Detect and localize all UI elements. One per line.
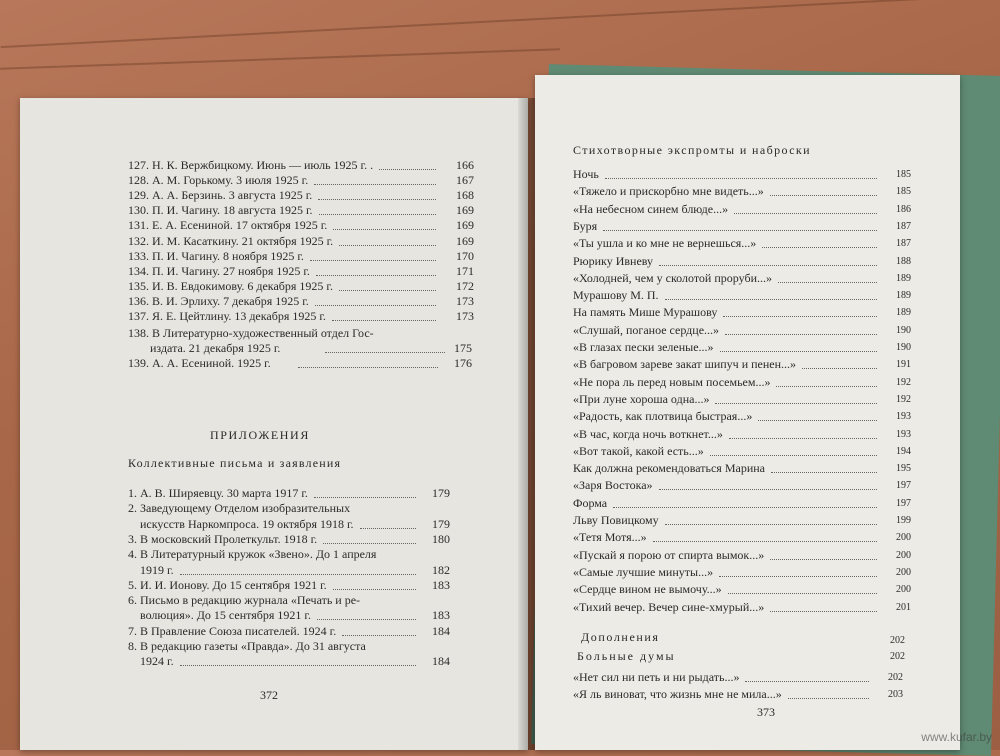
page-number: 173 <box>456 293 474 308</box>
entry-text: 130. П. И. Чагину. 18 августа 1925 г. <box>128 203 313 218</box>
dot-leader <box>728 593 877 594</box>
dot-leader <box>734 213 877 214</box>
dot-leader <box>719 576 877 577</box>
entry-text: «Сердце вином не вымочу...» <box>573 582 722 597</box>
page-number: 199 <box>896 515 911 526</box>
page-number: 169 <box>456 218 474 233</box>
page-number: 201 <box>896 601 911 613</box>
page-number: 179 <box>432 486 450 500</box>
entry-text: Ночь <box>573 167 599 181</box>
entry-text: 7. В Правление Союза писателей. 1924 г. <box>128 623 337 638</box>
dot-leader <box>319 214 436 215</box>
entry-text: 129. А. А. Берзинь. 3 августа 1925 г. <box>128 188 313 203</box>
page-number: 200 <box>896 566 911 578</box>
dot-leader <box>770 611 877 612</box>
entry-text: «В час, когда ночь воткнет...» <box>573 426 723 441</box>
entry-text: Льву Повицкому <box>573 513 659 527</box>
entry-text: «Слушай, поганое сердце...» <box>573 322 720 337</box>
entry-text: 137. Я. Е. Цейтлину. 13 декабря 1925 г. <box>128 309 326 323</box>
page-number: 202 <box>890 651 905 662</box>
page-number: 200 <box>896 532 911 544</box>
page-number: 175 <box>454 341 472 355</box>
dot-leader <box>770 195 877 196</box>
dot-leader <box>339 245 436 246</box>
entry-text: «Вот такой, какой есть...» <box>573 443 704 458</box>
page-number: 184 <box>432 623 450 638</box>
page-number: 193 <box>896 428 911 440</box>
page-number: 168 <box>456 188 474 203</box>
page-number: 169 <box>456 233 474 248</box>
dot-leader <box>339 290 436 291</box>
entry-text: «Нет сил ни петь и ни рыдать...» <box>573 670 740 684</box>
page-folio: 372 <box>260 688 278 702</box>
entry-text: 5. И. И. Ионову. До 15 сентября 1921 г. <box>128 577 327 592</box>
page-number: 193 <box>896 411 911 423</box>
dot-leader <box>323 543 416 544</box>
dot-leader <box>314 497 416 498</box>
entry-text: Буря <box>573 218 598 233</box>
page-number: 172 <box>456 278 474 293</box>
page-number: 183 <box>432 577 450 592</box>
dot-leader <box>333 229 436 230</box>
page-number: 182 <box>432 562 450 577</box>
page-number: 197 <box>896 497 911 509</box>
page-number: 169 <box>456 203 474 218</box>
entry-text: 6. Письмо в редакцию журнала «Печать и ре- <box>128 593 361 608</box>
entry-text: 3. В московский Пролеткульт. 1918 г. <box>128 531 318 546</box>
page-number: 179 <box>432 516 450 531</box>
dot-leader <box>603 230 877 231</box>
page-folio: 373 <box>757 705 775 719</box>
entry-text: «Ты ушла и ко мне не вернешься...» <box>573 236 757 251</box>
page-number: 166 <box>456 158 474 172</box>
entry-text: 132. И. М. Касаткину. 21 октября 1925 г. <box>128 233 334 248</box>
entry-text: «Самые лучшие минуты...» <box>573 564 714 579</box>
table-wood-grain <box>1 0 1000 48</box>
entry-text: искусств Наркомпроса. 19 октября 1918 г. <box>140 516 354 531</box>
entry-text: 127. Н. К. Вержбицкому. Июнь — июль 1925 г. . <box>128 158 374 172</box>
dot-leader <box>720 351 877 352</box>
page-number: 185 <box>896 186 911 198</box>
dot-leader <box>653 541 877 542</box>
sick-thoughts-heading: Больные думы <box>577 649 676 663</box>
dot-leader <box>318 199 436 200</box>
entry-text: 139. А. А. Есениной. 1925 г. <box>128 356 271 370</box>
dot-leader <box>314 184 436 185</box>
dot-leader <box>745 681 869 682</box>
page-number: 167 <box>456 173 474 188</box>
page-number: 170 <box>456 248 474 263</box>
dot-leader <box>333 589 416 590</box>
page-number: 176 <box>454 356 472 370</box>
entry-text: «Тетя Мотя...» <box>573 530 647 545</box>
entry-text: 135. И. В. Евдокимову. 6 декабря 1925 г. <box>128 278 333 293</box>
dot-leader <box>360 528 416 529</box>
dot-leader <box>298 367 438 368</box>
entry-text: 131. Е. А. Есениной. 17 октября 1925 г. <box>128 218 328 233</box>
entry-text: 1919 г. <box>140 562 174 577</box>
entry-text: Как должна рекомендоваться Марина <box>573 461 765 476</box>
section-heading: Стихотворные экспромты и наброски <box>573 143 811 157</box>
dot-leader <box>317 619 416 620</box>
page-number: 200 <box>896 549 911 561</box>
page-number: 173 <box>456 309 474 323</box>
dot-leader <box>788 698 869 699</box>
dot-leader <box>778 282 877 283</box>
page-number: 202 <box>890 635 905 646</box>
page-number: 189 <box>896 272 911 284</box>
dot-leader <box>613 507 877 508</box>
entry-text: «В багровом зареве закат шипуч и пенен...» <box>573 357 797 372</box>
page-number: 195 <box>896 463 911 475</box>
page-number: 184 <box>432 654 450 669</box>
entry-text: Мурашову М. П. <box>573 288 659 303</box>
page-number: 202 <box>888 672 903 683</box>
dot-leader <box>665 299 877 300</box>
entry-text: На память Мише Мурашову <box>573 305 718 320</box>
watermark: www.kufar.by <box>921 730 992 744</box>
entry-text: издата. 21 декабря 1925 г. <box>150 341 281 355</box>
table-wood-grain <box>0 48 560 70</box>
page-number: 190 <box>896 324 911 336</box>
entry-text: «Холодней, чем у сколотой проруби...» <box>573 270 772 285</box>
page-number: 188 <box>896 255 911 267</box>
dot-leader <box>665 524 877 525</box>
dot-leader <box>729 438 877 439</box>
page-number: 186 <box>896 203 911 215</box>
entry-text: «В глазах пески зеленые...» <box>573 340 714 354</box>
dot-leader <box>776 386 877 387</box>
entry-text: 138. В Литературно-художественный отдел Гос- <box>128 326 374 340</box>
dot-leader <box>605 178 877 179</box>
entry-text: «Заря Востока» <box>573 478 653 493</box>
entry-text: 8. В редакцию газеты «Правда». До 31 августа <box>128 639 366 653</box>
left-page <box>20 98 528 750</box>
dot-leader <box>180 665 416 666</box>
dot-leader <box>659 489 877 490</box>
dot-leader <box>310 260 436 261</box>
dot-leader <box>659 265 877 266</box>
entry-text: 134. П. И. Чагину. 27 ноября 1925 г. <box>128 263 310 278</box>
entry-text: 1. А. В. Ширяевцу. 30 марта 1917 г. <box>128 486 308 500</box>
page-number: 190 <box>896 342 911 353</box>
right-page <box>535 75 960 750</box>
page-number: 187 <box>896 220 911 232</box>
entry-text: «На небесном синем блюде...» <box>573 201 729 216</box>
dot-leader <box>180 574 416 575</box>
page-number: 171 <box>456 263 474 278</box>
dot-leader <box>379 169 436 170</box>
page-number: 192 <box>896 393 911 405</box>
dot-leader <box>723 316 877 317</box>
dot-leader <box>771 472 877 473</box>
dot-leader <box>316 275 436 276</box>
entry-text: «Не пора ль перед новым посемьем...» <box>573 374 771 389</box>
dot-leader <box>710 455 877 456</box>
dot-leader <box>725 334 877 335</box>
dot-leader <box>332 320 436 321</box>
entry-text: волюция». До 15 сентября 1921 г. <box>140 608 311 623</box>
entry-text: 2. Заведующему Отделом изобразительных <box>128 501 351 516</box>
page-number: 192 <box>896 376 911 388</box>
entry-text: «Тихий вечер. Вечер сине-хмурый...» <box>573 599 765 614</box>
page-number: 197 <box>896 480 911 492</box>
entry-text: «При луне хороша одна...» <box>573 391 710 406</box>
page-number: 189 <box>896 290 911 302</box>
page-number: 189 <box>896 307 911 319</box>
dot-leader <box>770 559 877 560</box>
entry-text: 4. В Литературный кружок «Звено». До 1 апреля <box>128 547 377 562</box>
dot-leader <box>802 368 877 369</box>
dot-leader <box>762 247 877 248</box>
page-number: 183 <box>432 608 450 623</box>
page-number: 200 <box>896 584 911 596</box>
dot-leader <box>315 305 436 306</box>
dot-leader <box>758 420 877 421</box>
entry-text: Форма <box>573 495 608 510</box>
entry-text: «Радость, как плотвица быстрая...» <box>573 409 753 424</box>
entry-text: 133. П. И. Чагину. 8 ноября 1925 г. <box>128 248 304 263</box>
additions-heading: Дополнения <box>581 630 660 644</box>
entry-text: Рюрику Ивневу <box>573 253 654 268</box>
page-number: 187 <box>896 238 911 250</box>
page-number: 185 <box>896 169 911 180</box>
dot-leader <box>715 403 877 404</box>
page-number: 180 <box>432 531 450 546</box>
dot-leader <box>325 352 445 353</box>
page-number: 191 <box>896 359 911 371</box>
entry-text: «Я ль виноват, что жизнь мне не мила...» <box>573 687 782 701</box>
dot-leader <box>342 635 416 636</box>
entry-text: 1924 г. <box>140 654 174 669</box>
page-number: 203 <box>888 689 903 700</box>
entry-text: «Тяжело и прискорбно мне видеть...» <box>573 184 764 199</box>
collective-letters-heading: Коллективные письма и заявления <box>128 456 342 470</box>
appendix-heading: ПРИЛОЖЕНИЯ <box>210 428 310 442</box>
page-number: 194 <box>896 445 911 457</box>
entry-text: 128. А. М. Горькому. 3 июля 1925 г. <box>128 173 309 188</box>
entry-text: 136. В. И. Эрлиху. 7 декабря 1925 г. <box>128 293 309 308</box>
entry-text: «Пускай я порою от спирта вымок...» <box>573 547 765 562</box>
